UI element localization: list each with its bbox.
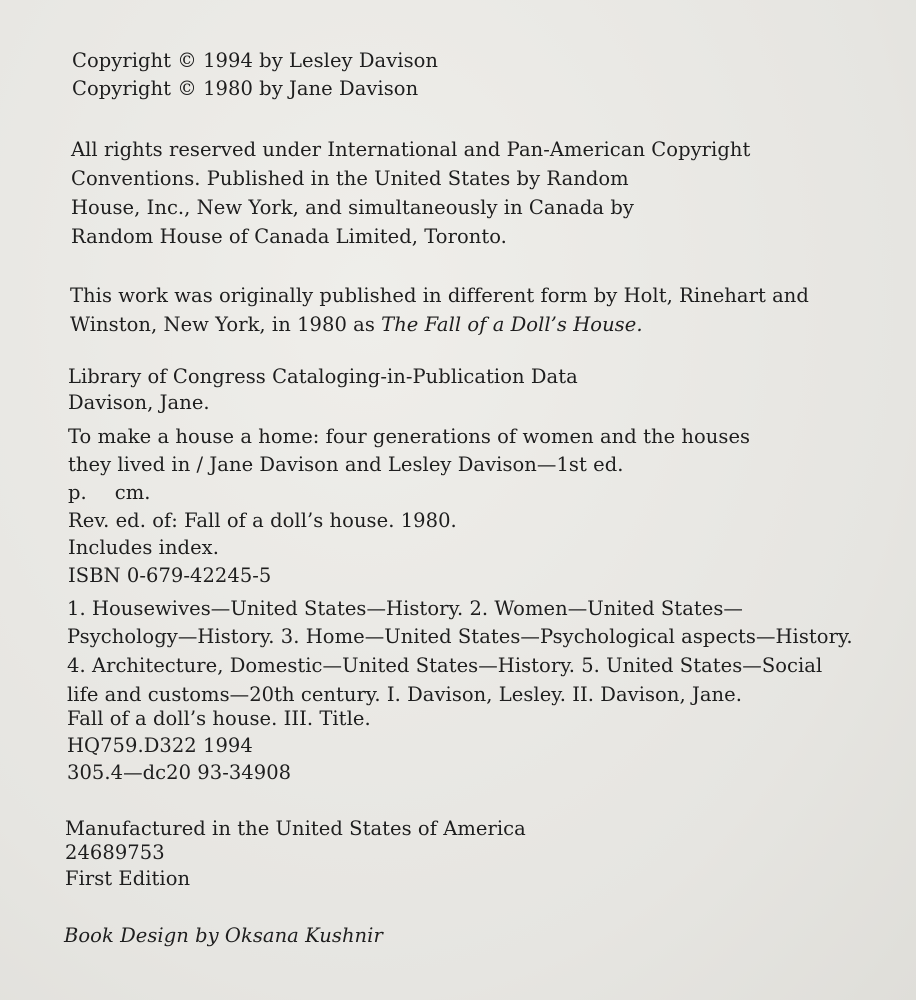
cip-title-line-1: To make a house a home: four generations of women and the houses bbox=[68, 425, 751, 448]
cip-heading: Library of Congress Cataloging-in-Publication Data bbox=[68, 365, 578, 388]
rights-line-2: Conventions. Published in the United States by Random bbox=[71, 167, 629, 190]
cip-subject-line-4: life and customs—20th century. I. Davison, Lesley. II. Davison, Jane. bbox=[67, 683, 742, 706]
design-credit: Book Design by Oksana Kushnir bbox=[64, 924, 383, 947]
cip-subject-line-1: 1. Housewives—United States—History. 2. Women—United States— bbox=[67, 597, 743, 620]
cip-rev-note: Rev. ed. of: Fall of a doll’s house. 1980. bbox=[68, 509, 457, 532]
cip-subject-line-3: 4. Architecture, Domestic—United States—History. 5. United States—Social bbox=[67, 654, 823, 677]
copyright-line-1: Copyright © 1994 by Lesley Davison bbox=[72, 49, 439, 72]
rights-line-3: House, Inc., New York, and simultaneously in Canada by bbox=[71, 196, 634, 219]
rights-line-1: All rights reserved under International and Pan-American Copyright bbox=[71, 138, 751, 161]
cip-index-note: Includes index. bbox=[68, 536, 219, 559]
cip-physical-p: p. bbox=[68, 481, 87, 504]
original-publication-line-2 bbox=[70, 312, 643, 338]
manufacture-edition: First Edition bbox=[65, 867, 191, 890]
cip-subject-line-2: Psychology—History. 3. Home—United States—Psychological aspects—History. bbox=[67, 625, 853, 648]
copyright-line-2: Copyright © 1980 by Jane Davison bbox=[72, 77, 419, 100]
cip-physical bbox=[68, 480, 151, 506]
rights-line-4: Random House of Canada Limited, Toronto. bbox=[71, 225, 507, 248]
cip-subject-line-5: Fall of a doll’s house. III. Title. bbox=[67, 707, 371, 730]
manufacture-printing: 24689753 bbox=[65, 841, 165, 864]
original-publication-prefix: Winston, New York, in 1980 as bbox=[70, 313, 382, 336]
original-publication-line-1: This work was originally published in different form by Holt, Rinehart and bbox=[70, 284, 809, 307]
cip-dewey: 305.4—dc20 93-34908 bbox=[67, 761, 292, 784]
cip-author: Davison, Jane. bbox=[68, 391, 210, 414]
cip-lc-class: HQ759.D322 1994 bbox=[67, 734, 253, 757]
cip-physical-cm: cm. bbox=[114, 481, 151, 504]
cip-isbn: ISBN 0-679-42245-5 bbox=[68, 564, 272, 587]
manufacture-country: Manufactured in the United States of America bbox=[65, 817, 526, 840]
cip-title-line-2: they lived in / Jane Davison and Lesley Davison—1st ed. bbox=[68, 453, 624, 476]
original-publication-title: The Fall of a Doll’s House. bbox=[381, 313, 643, 336]
